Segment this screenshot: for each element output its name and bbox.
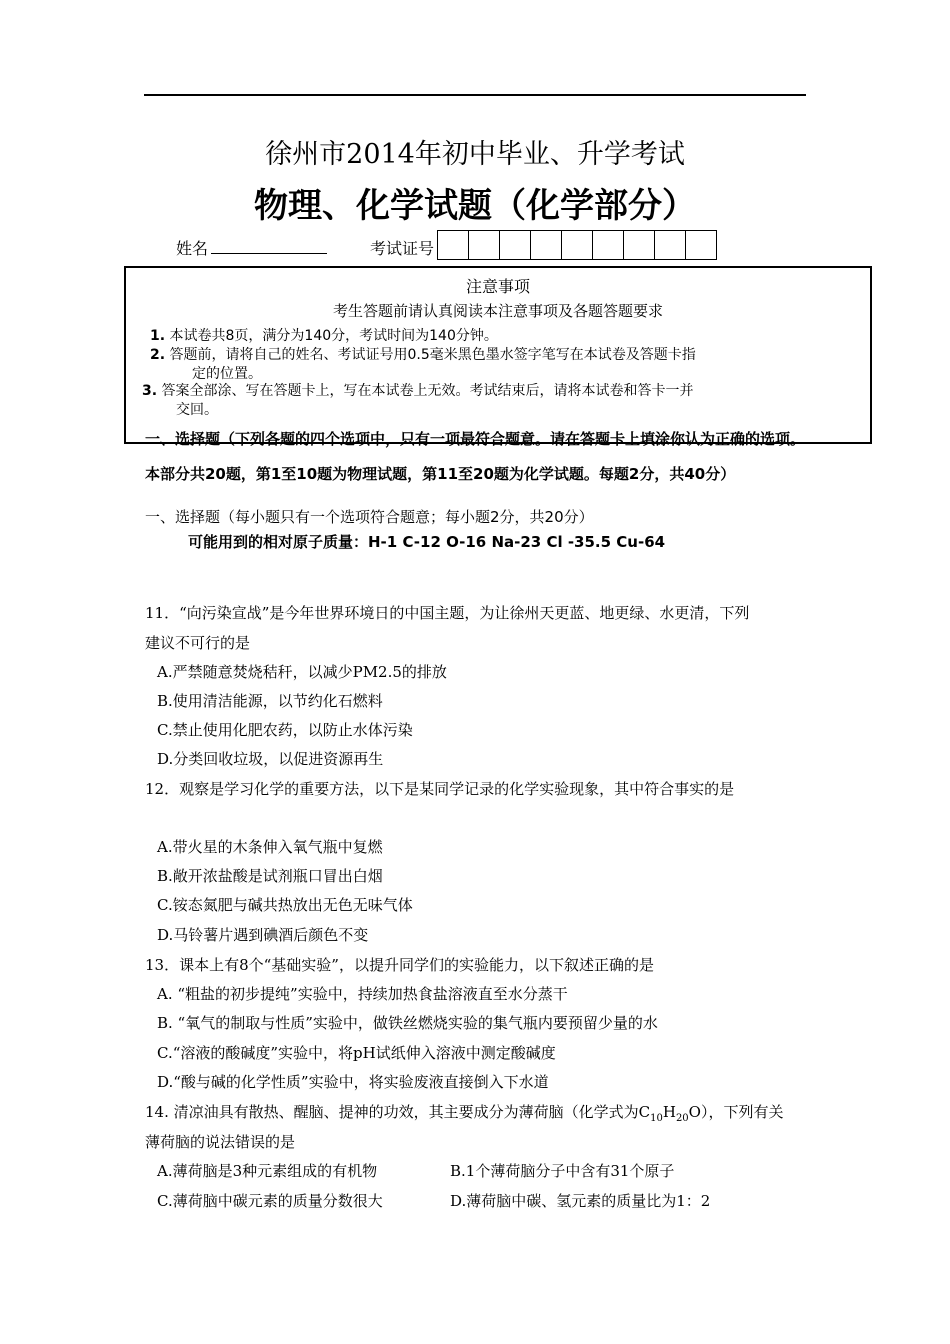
notice-item-3 — [142, 380, 694, 400]
notice-item-2-cont: 定的位置。 — [192, 366, 262, 382]
q11-option-c[interactable]: C.禁止使用化肥农药，以防止水体污染 — [157, 721, 413, 739]
q13-stem: 13．课本上有8个“基础实验”，以提升同学们的实验能力，以下叙述正确的是 — [145, 956, 654, 974]
q12-option-d[interactable]: D.马铃薯片遇到碘酒后颜色不变 — [157, 926, 369, 944]
top-rule — [144, 94, 806, 96]
q14-option-a[interactable]: A.薄荷脑是3种元素组成的有机物 — [157, 1162, 378, 1180]
notice-item-number: 1. — [150, 328, 166, 344]
notice-item-2 — [150, 344, 696, 364]
q11-option-b[interactable]: B.使用清洁能源，以节约化石燃料 — [157, 692, 383, 710]
q14-stem-cont: 薄荷脑的说法错误的是 — [145, 1133, 296, 1151]
q12-stem: 12．观察是学习化学的重要方法，以下是某同学记录的化学实验现象，其中符合事实的是 — [145, 780, 735, 798]
q14-option-d[interactable]: D.薄荷脑中碳、氢元素的质量比为1：2 — [450, 1192, 711, 1210]
name-field[interactable] — [211, 253, 327, 254]
formula-subscript: 20 — [675, 1113, 689, 1124]
notice-item-text: 答案全部涂、写在答题卡上，写在本试卷上无效。考试结束后，请将本试卷和答卡一并 — [161, 383, 694, 399]
id-digit-box[interactable] — [530, 230, 562, 260]
q11-stem-cont: 建议不可行的是 — [145, 634, 251, 652]
atomic-mass-line: 可能用到的相对原子质量：H-1 C-12 O-16 Na-23 Cl -35.5 Cu-64 — [188, 533, 666, 551]
q11-option-d[interactable]: D.分类回收垃圾，以促进资源再生 — [157, 750, 384, 768]
notice-item-text: 本试卷共8页，满分为140分，考试时间为140分钟。 — [169, 328, 498, 344]
id-digit-box[interactable] — [685, 230, 717, 260]
paper-title: 物理、化学试题（化学部分） — [254, 186, 696, 226]
notice-item-number: 3. — [142, 383, 158, 399]
notice-box — [124, 266, 872, 444]
id-digit-box[interactable] — [468, 230, 500, 260]
notice-item-1 — [150, 325, 498, 345]
formula-subscript: 10 — [650, 1113, 663, 1124]
notice-title: 注意事项 — [465, 277, 530, 296]
sub-section-title: 一、选择题（每小题只有一个选项符合题意；每小题2分，共20分） — [145, 508, 594, 526]
name-label: 姓名 — [176, 239, 209, 258]
exam-id-boxes[interactable] — [438, 230, 717, 260]
section-heading-line1: 一、选择题（下列各题的四个选项中，只有一项最符合题意。请在答题卡上填涂你认为正确的选项。 — [145, 430, 806, 448]
q13-option-a[interactable]: A. “粗盐的初步提纯”实验中，持续加热食盐溶液直至水分蒸干 — [157, 985, 568, 1003]
id-digit-box[interactable] — [592, 230, 624, 260]
id-digit-box[interactable] — [654, 230, 686, 260]
id-digit-box[interactable] — [561, 230, 593, 260]
q14-stem-text: 14. 清凉油具有散热、醒脑、提神的功效，其主要成分为薄荷脑（化学式为C — [145, 1103, 651, 1121]
q14-stem-text: O），下列有关 — [688, 1103, 784, 1121]
notice-item-number: 2. — [150, 347, 166, 363]
q14-option-c[interactable]: C.薄荷脑中碳元素的质量分数很大 — [157, 1192, 383, 1210]
exam-id-label: 考试证号 — [370, 239, 435, 258]
section-heading-line2: 本部分共20题，第1至10题为物理试题，第11至20题为化学试题。每题2分，共40分） — [145, 465, 736, 483]
q13-option-d[interactable]: D.“酸与碱的化学性质”实验中，将实验废液直接倒入下水道 — [157, 1073, 549, 1091]
q13-option-c[interactable]: C.“溶液的酸碱度”实验中，将pH试纸伸入溶液中测定酸碱度 — [157, 1044, 556, 1062]
q12-option-b[interactable]: B.敞开浓盐酸是试剂瓶口冒出白烟 — [157, 867, 383, 885]
exam-title: 徐州市2014年初中毕业、升学考试 — [265, 139, 685, 170]
q14-stem — [145, 1101, 783, 1124]
notice-item-3-cont: 交回。 — [176, 402, 218, 418]
q12-option-c[interactable]: C.铵态氮肥与碱共热放出无色无味气体 — [157, 896, 413, 914]
q11-option-a[interactable]: A.严禁随意焚烧秸秆，以减少PM2.5的排放 — [157, 663, 447, 681]
formula-element: H — [662, 1103, 676, 1121]
id-digit-box[interactable] — [623, 230, 655, 260]
q11-stem: 11．“向污染宣战”是今年世界环境日的中国主题，为让徐州天更蓝、地更绿、水更清，下列 — [145, 604, 750, 622]
notice-item-text: 答题前，请将自己的姓名、考试证号用0.5毫米黑色墨水签字笔写在本试卷及答题卡指 — [169, 347, 696, 363]
q12-option-a[interactable]: A.带火星的木条伸入氧气瓶中复燃 — [157, 838, 383, 856]
id-digit-box[interactable] — [437, 230, 469, 260]
id-digit-box[interactable] — [499, 230, 531, 260]
q13-option-b[interactable]: B. “氧气的制取与性质”实验中，做铁丝燃烧实验的集气瓶内要预留少量的水 — [157, 1014, 658, 1032]
q14-option-b[interactable]: B.1个薄荷脑分子中含有31个原子 — [450, 1162, 675, 1180]
notice-subtitle: 考生答题前请认真阅读本注意事项及各题答题要求 — [332, 302, 663, 320]
